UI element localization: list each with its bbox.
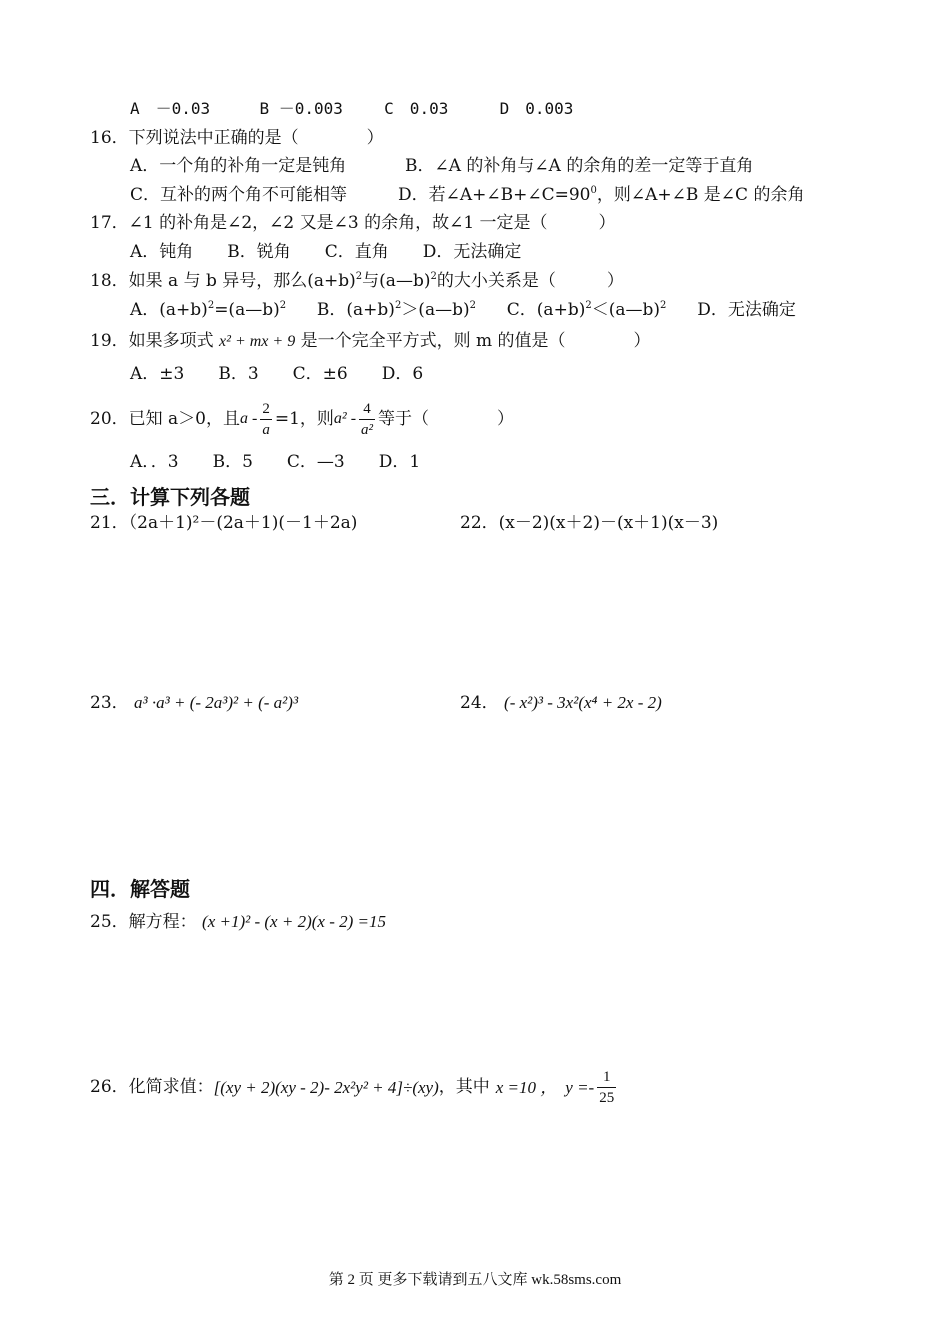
- q16-option-d: D．若$\angle A+\angle B+\angle C=90^0$，则∠A+∠B 是∠C 的余角: [398, 185, 805, 205]
- q18-stem: 18．如果 a 与 b 异号，那么$(a+b)^2$与(a—b)$^2$的大小关系是（ ）: [90, 271, 624, 291]
- q23: 23． a³ ·a³ + (- 2a³)² + (- a²)³: [90, 693, 299, 713]
- q24: 24． (- x²)³ - 3x²(x⁴ + 2x - 2): [460, 693, 662, 713]
- q26-expression: [(xy + 2)(xy - 2)- 2x²y² + 4]÷(xy): [213, 1077, 439, 1097]
- q18-option-d: D．无法确定: [697, 300, 796, 320]
- q20-fraction-4-over-a2: $\frac{4}{\text{a²}}$: [361, 400, 374, 438]
- q20-stem: 20．已知 a＞0，且 a - $\frac{2}{a}$ =1，则 a² - $\frac{4}{\text{a²}}$ 等于（ ）: [90, 400, 515, 438]
- section-4-heading: 四．解答题: [90, 877, 190, 901]
- q25-equation: (x +1)² - (x + 2)(x - 2) =15: [202, 912, 386, 931]
- q15-option-b: B －0.003: [259, 99, 343, 118]
- q17-options: A．钝角 B．锐角 C．直角 D．无法确定: [130, 242, 522, 262]
- q15-option-a: A －0.03: [130, 99, 211, 118]
- q16-option-b: B．∠A 的补角与∠A 的余角的差一定等于直角: [405, 156, 754, 176]
- q16-option-c: C．互补的两个角不可能相等: [130, 185, 348, 205]
- q16-option-a: A．一个角的补角一定是钝角: [130, 156, 347, 176]
- section-3-heading: 三．计算下列各题: [90, 485, 250, 509]
- q26-fraction-1-over-25: $\frac{1}{25}$: [599, 1068, 615, 1106]
- q16-stem: 16．下列说法中正确的是（ ）: [90, 128, 384, 148]
- q19-polynomial: x² + mx + 9: [219, 333, 296, 350]
- q20-fraction-2-over-a: $\frac{2}{a}$: [262, 400, 270, 438]
- q21: 21．（2a＋1)²－(2a＋1)(－1＋2a): [90, 513, 358, 533]
- q26: 26．化简求值： [(xy + 2)(xy - 2)- 2x²y² + 4]÷(xy) ，其中 x =10 ， y =- $\frac{1}{25}$: [90, 1068, 615, 1106]
- q22: 22．(x－2)(x＋2)－(x＋1)(x－3): [460, 513, 719, 533]
- q15-option-c: C 0.03: [384, 99, 449, 118]
- q18-option-c: C．$(a+b)^2<(a—b)^2$: [506, 300, 667, 320]
- q19-stem: 19．如果多项式 x² + mx + 9 是一个完全平方式，则 m 的值是（ ）: [90, 331, 651, 351]
- q17-stem: 17．∠1 的补角是∠2，∠2 又是∠3 的余角，故∠1 一定是（ ）: [90, 213, 616, 233]
- q24-expression: (- x²)³ - 3x²(x⁴ + 2x - 2): [504, 693, 662, 712]
- q15-options: [130, 101, 573, 117]
- q15-option-d: D 0.003: [499, 99, 574, 118]
- page-footer: 第 2 页 更多下载请到五八文库 wk.58sms.com: [328, 1272, 622, 1288]
- q18-option-b: B．$(a+b)^2>(a—b)^2$: [316, 300, 476, 320]
- q25: 25．解方程： (x +1)² - (x + 2)(x - 2) =15: [90, 912, 386, 932]
- q18-options: [130, 302, 796, 319]
- q20-options: A．．3 B．5 C．—3 D．1: [130, 452, 421, 472]
- q19-options: A．±3 B．3 C．±6 D．6: [130, 364, 424, 384]
- q18-option-a: A．$(a+b)^2=(a—b)^2$: [130, 300, 287, 320]
- q23-expression: a³ ·a³ + (- 2a³)² + (- a²)³: [134, 693, 299, 712]
